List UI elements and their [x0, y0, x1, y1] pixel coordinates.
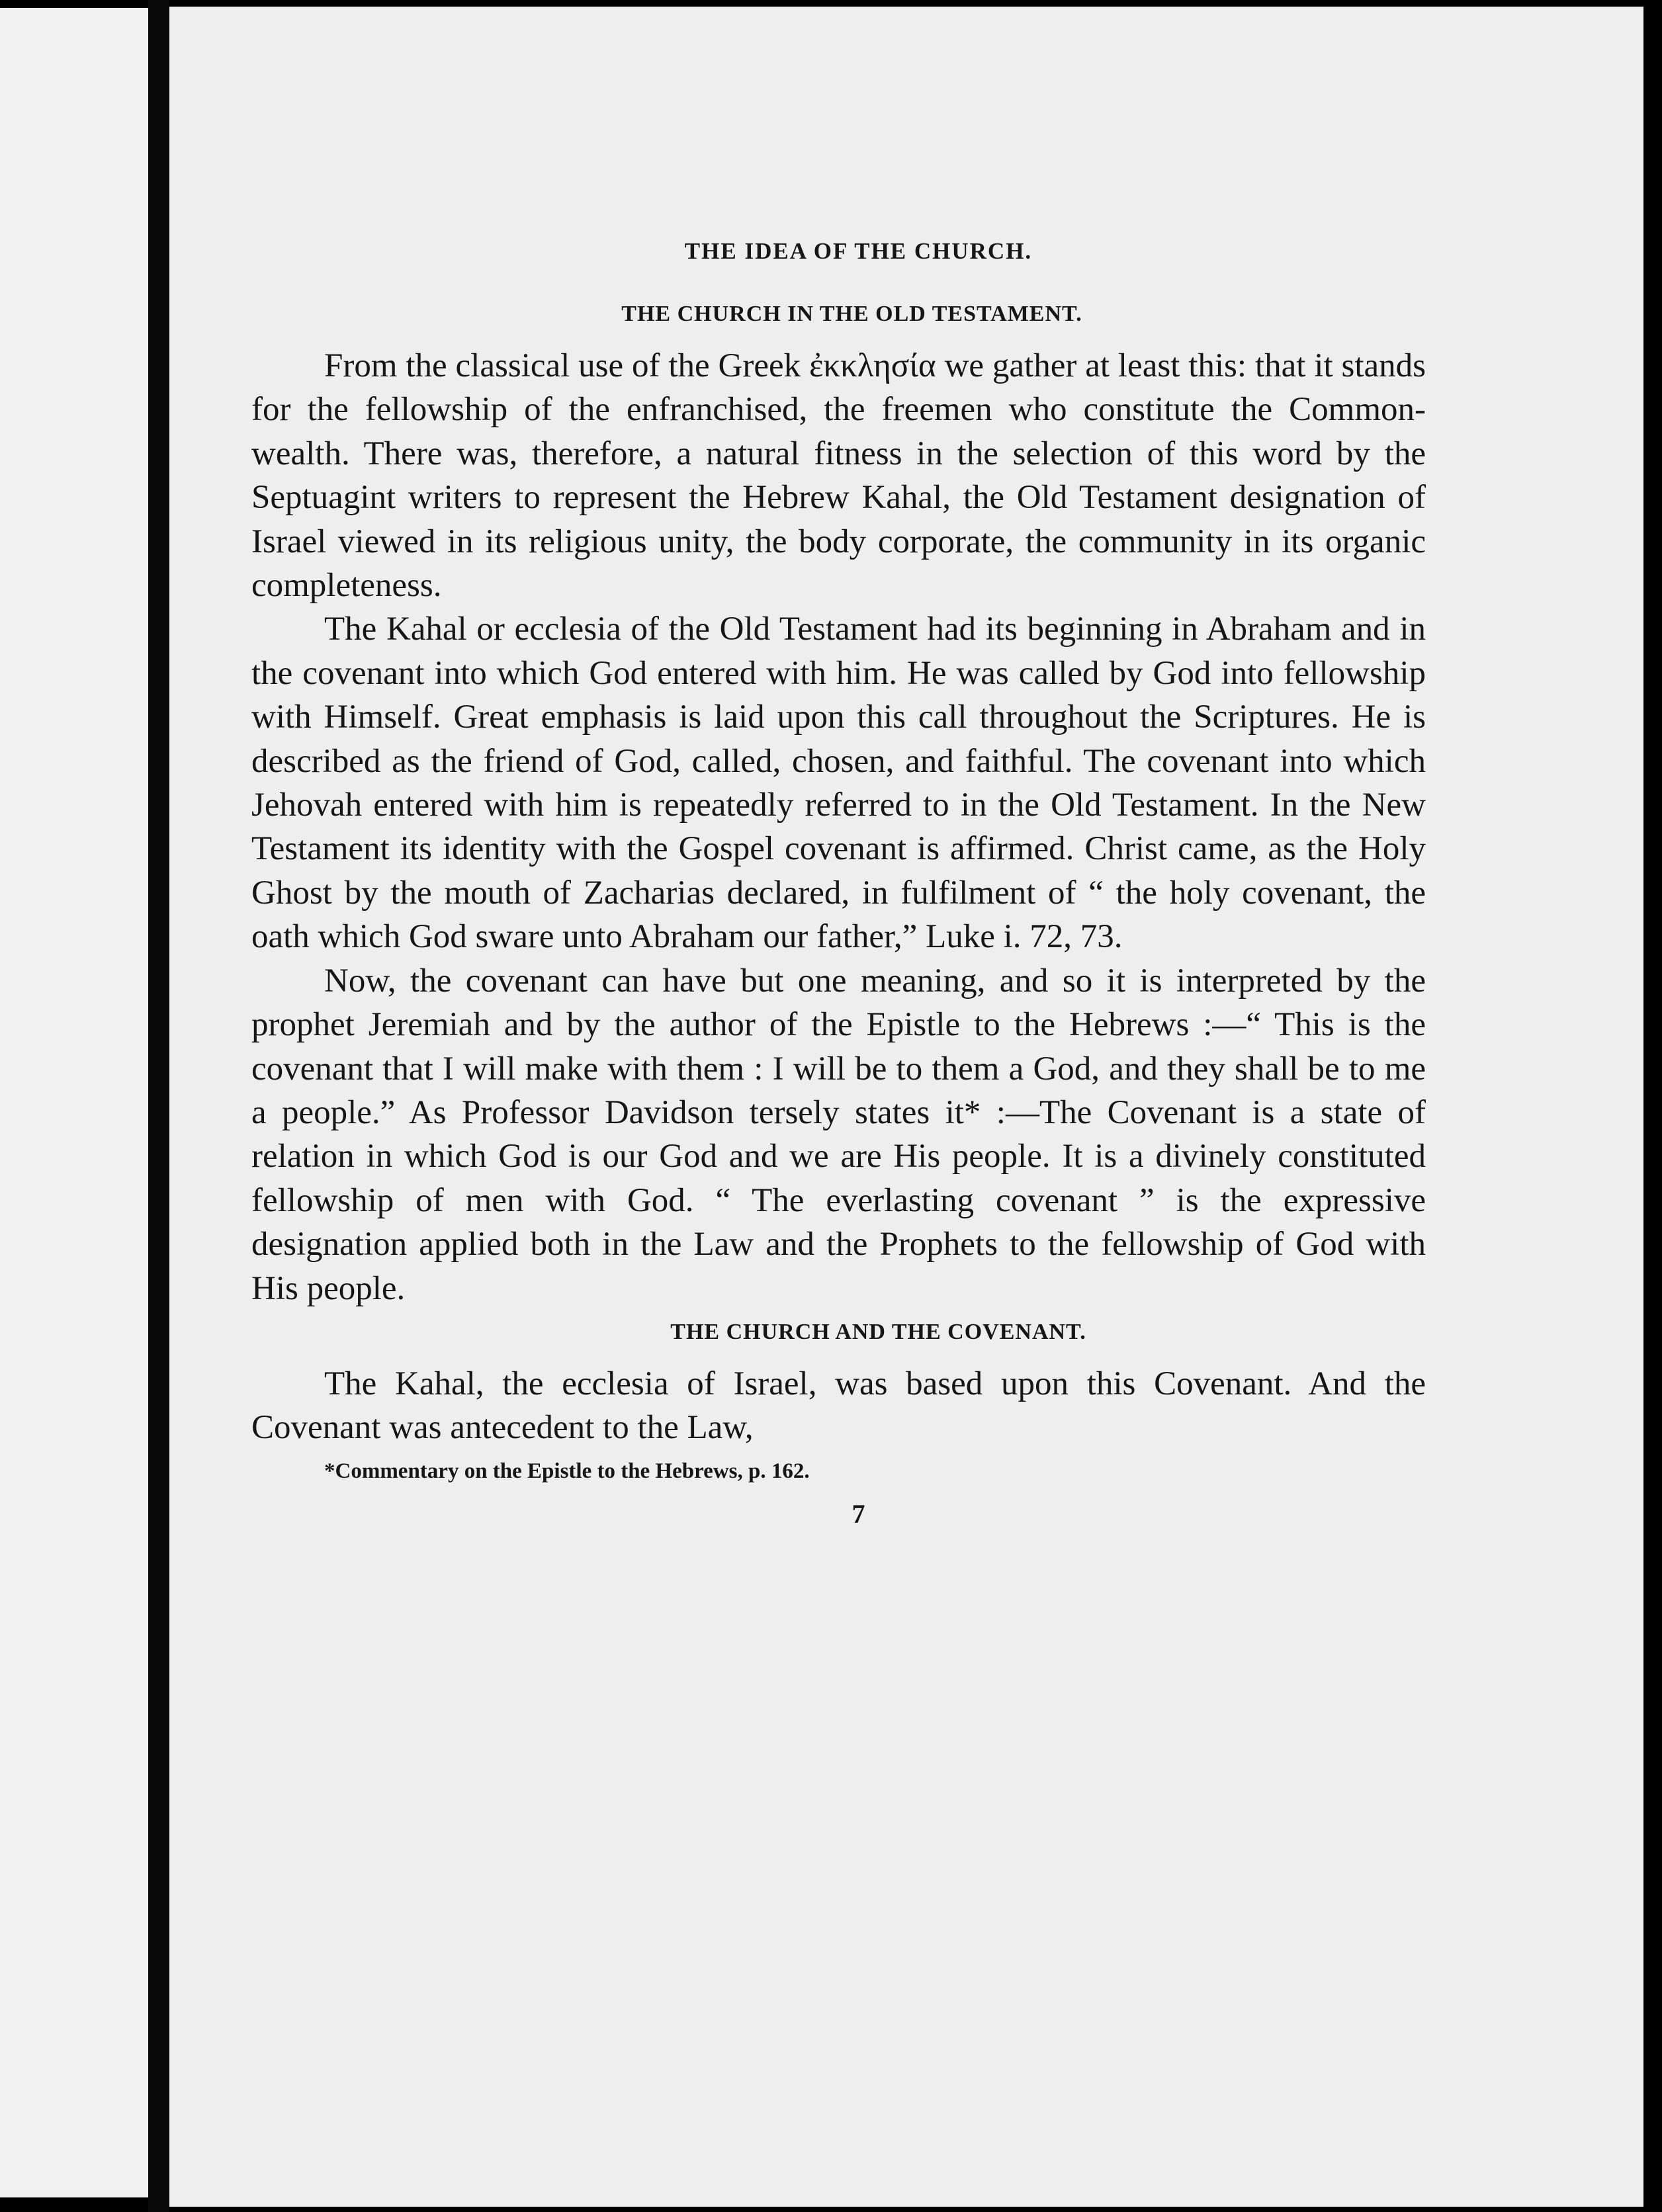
section-heading-old-testament: THE CHURCH IN THE OLD TESTAMENT. — [621, 302, 1082, 326]
page-text-block — [251, 238, 1426, 1529]
page-number: 7 — [852, 1498, 865, 1529]
footnote: *Commentary on the Epistle to the Hebrews, p. 162. — [324, 1459, 810, 1483]
binding-gutter — [148, 0, 169, 2212]
running-head: THE IDEA OF THE CHURCH. — [684, 238, 1033, 264]
paragraph-3: Now, the covenant can have but one meaning, and so it is interpreted by the prophet Jeremiah and by the author of the Epistle to the Hebrews :—“ This is the covenant that I will make with them : I will be to them a God, and they shall be to me a people.” As Professor Davidson tersely states it* :—The Covenant is a state of relation in which God is our God and we are His people. It is a divinely constituted fellowship of men with God. “ The everlasting covenant ” is the expressive designation applied both in the Law and the Prophets to the fellowship of God with His people. — [251, 962, 1426, 1307]
paragraph-2: The Kahal or ecclesia of the Old Testament had its beginning in Abraham and in the covenant into which God entered with him. He was called by God into fellowship with Himself. Great emphasis is laid upon this call throughout the Scriptures. He is described as the friend of God, called, chosen, and faithful. The covenant into which Jehovah entered with him is repeatedly referred to in the Old Testament. In the New Testament its identity with the Gospel covenant is affirmed. Christ came, as the Holy Ghost by the mouth of Zacharias declared, in fulfilment of “ the holy covenant, the oath which God sware unto Abraham our father,” Luke i. 72, 73. — [251, 611, 1426, 956]
paragraph-1: From the classical use of the Greek ἐκκλησία we gather at least this: that it stands for the fellowship of the enfranchised, the freemen who constitute the Common-wealth. There was, therefore, a natural fitness in the selection of this word by the Septuagint writers to represent the Hebrew Kahal, the Old Testament designation of Israel viewed in its religious unity, the body corporate, the community in its organic completeness. — [251, 347, 1426, 605]
section-heading-covenant: THE CHURCH AND THE COVENANT. — [670, 1319, 1086, 1344]
facing-page-edge — [0, 8, 148, 2197]
scan-border — [1643, 0, 1662, 2212]
paragraph-4: The Kahal, the ecclesia of Israel, was based upon this Covenant. And the Covenant was antecedent to the Law, — [251, 1365, 1426, 1447]
